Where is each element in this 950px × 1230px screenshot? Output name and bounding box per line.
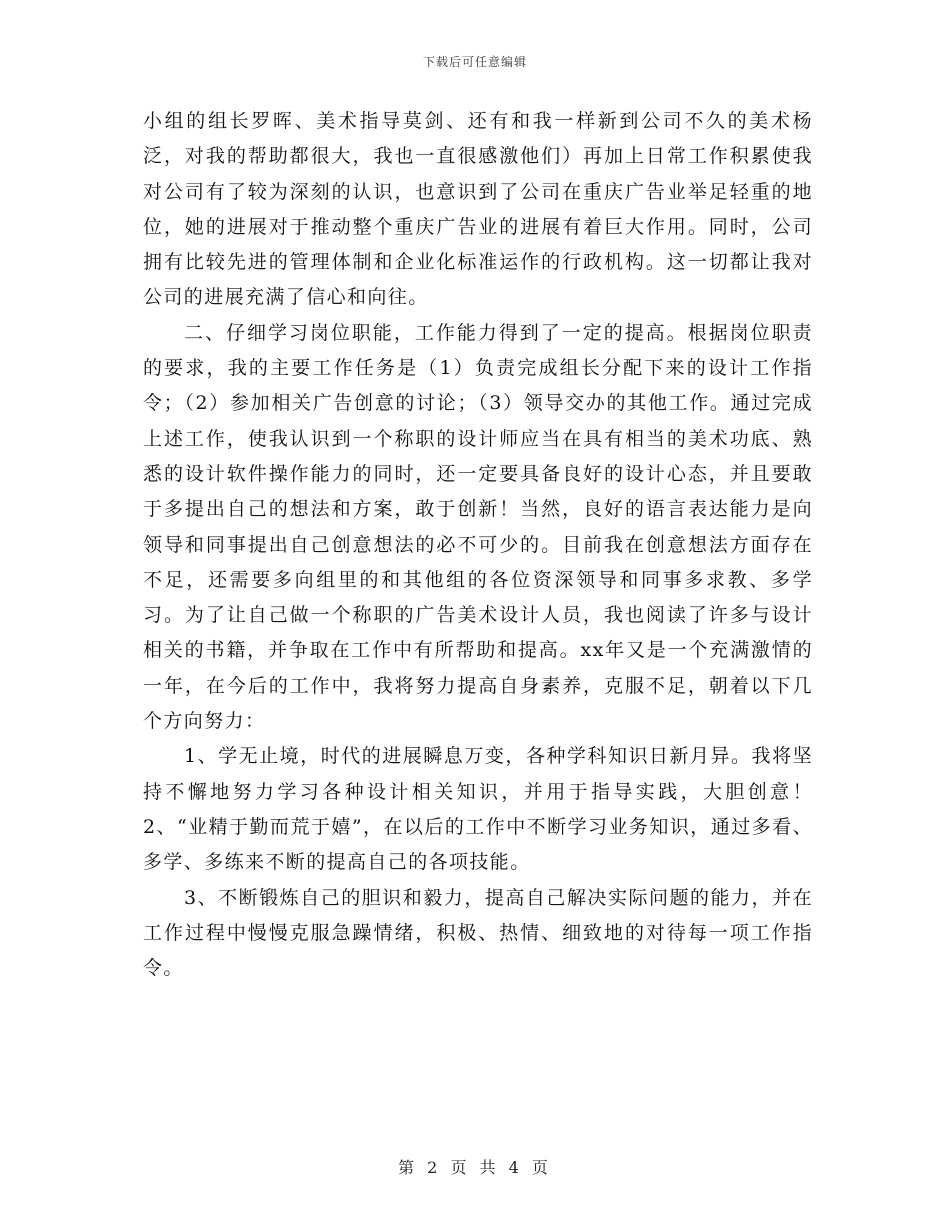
paragraph-1: 小组的组长罗晖、美术指导莫剑、还有和我一样新到公司不久的美术杨泛，对我的帮助都很大，我也一直很感激他们）再加上日常工作积累使我对公司有了较为深刻的认识，也意识到了公司在重庆广告业举足轻重的地位，她的进展对于推动整个重庆广告业的进展有着巨大作用。同时，公司拥有比较先进的管理体制和企业化标准运作的行政机构。这一切都让我对公司的进展充满了信心和向往。	[143, 110, 813, 309]
paragraph-3: 1、学无止境，时代的进展瞬息万变，各种学科知识日新月异。我将坚持不懈地努力学习各种设计相关知识，并用于指导实践，大胆创意！2、“业精于勤而荒于嬉”，在以后的工作中不断学习业务知识，通过多看、多学、多练来不断的提高自己的各项技能。	[143, 745, 813, 874]
paragraph-4: 3、不断锻炼自己的胆识和毅力，提高自己解决实际问题的能力，并在工作过程中慢慢克服急躁情绪，积极、热情、细致地的对待每一项工作指令。	[143, 886, 813, 980]
paragraph-2: 二、仔细学习岗位职能，工作能力得到了一定的提高。根据岗位职责的要求，我的主要工作任务是（1）负责完成组长分配下来的设计工作指令；（2）参加相关广告创意的讨论；（3）领导交办的其他工作。通过完成上述工作，使我认识到一个称职的设计师应当在具有相当的美术功底、熟悉的设计软件操作能力的同时，还一定要具备良好的设计心态，并且要敢于多提出自己的想法和方案，敢于创新！当然，良好的语言表达能力是向领导和同事提出自己创意想法的必不可少的。目前我在创意想法方面存在不足，还需要多向组里的和其他组的各位资深领导和同事多求教、多学习。为了让自己做一个称职的广告美术设计人员，我也阅读了许多与设计相关的书籍，并争取在工作中有所帮助和提高。xx年又是一个充满激情的一年，在今后的工作中，我将努力提高自身素养，克服不足，朝着以下几个方向努力：	[143, 321, 813, 733]
document-body	[143, 104, 813, 986]
page-footer: 第 2 页 共 4 页	[398, 1158, 552, 1177]
page-header: 下载后可任意编辑	[422, 55, 527, 69]
